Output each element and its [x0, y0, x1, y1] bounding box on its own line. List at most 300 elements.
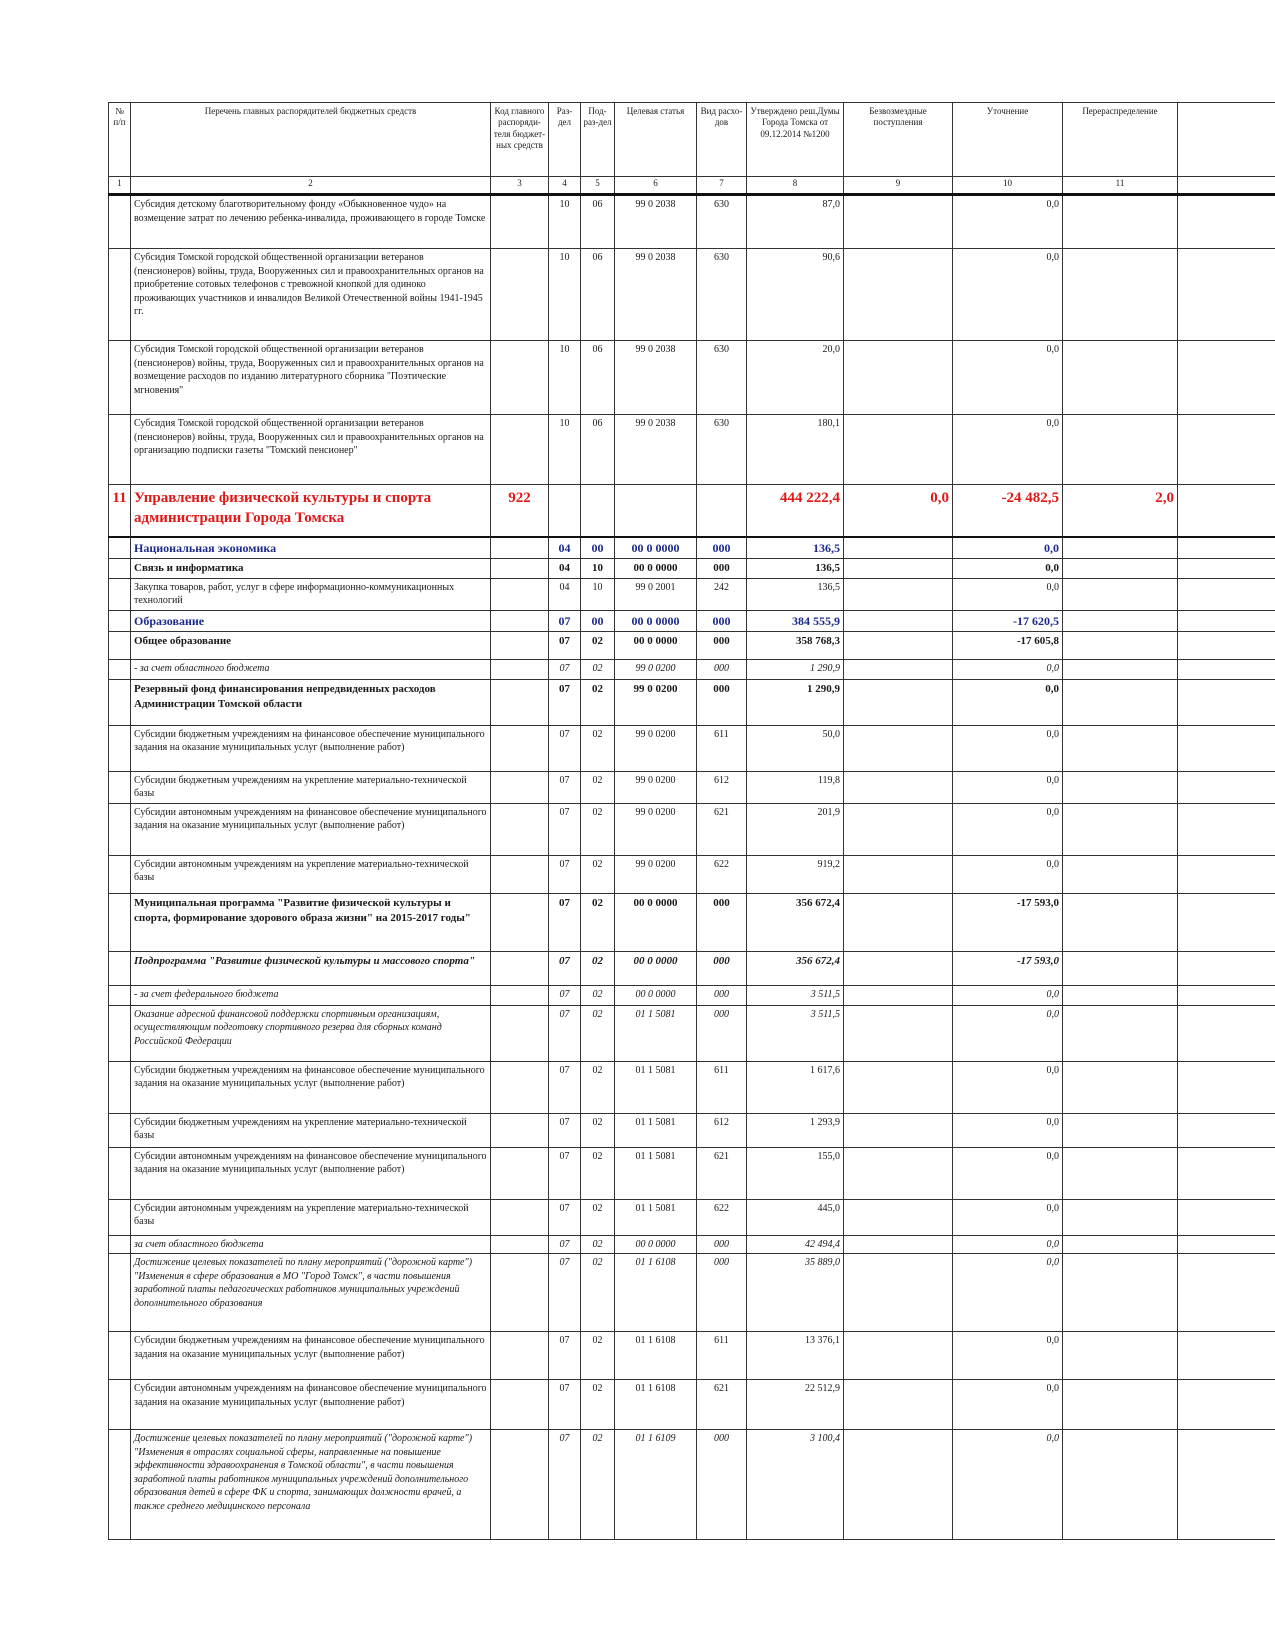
- podrazdel-cell: 06: [581, 249, 615, 341]
- podrazdel-cell: 02: [581, 985, 615, 1005]
- colnum-6: 6: [615, 177, 697, 195]
- item-name: Субсидия Томской городской общественной организации ветеранов (пенсионеров) войны, труда, Вооруженных сил и правоохранительных органов на приобретение сотовых телефонов с тревожной кнопкой для одиноко проживающих участников и инвалидов Великой Отечественной войны 1941-1945 гг.: [131, 249, 491, 341]
- utv-cell: 42 494,4: [747, 1235, 844, 1254]
- utv-cell: 35 889,0: [747, 1254, 844, 1332]
- item-name: Субсидии автономным учреждениям на финансовое обеспечение муниципального задания на оказание муниципальных услуг (выполнение работ): [131, 1147, 491, 1199]
- table-row: [109, 341, 1275, 415]
- perer-cell: [1063, 1332, 1178, 1380]
- vid-cell: 000: [697, 1005, 747, 1061]
- kod-cell: [491, 1005, 549, 1061]
- podrazdel-cell: 02: [581, 1254, 615, 1332]
- row-num: [109, 1254, 131, 1332]
- header-razdel: Раз-дел: [549, 103, 581, 177]
- kod-cell: [491, 855, 549, 893]
- row-num: [109, 803, 131, 855]
- bezv-cell: [844, 1005, 953, 1061]
- colnum-extra: [1178, 177, 1275, 195]
- razdel-cell: 07: [549, 893, 581, 951]
- perer-cell: [1063, 415, 1178, 485]
- podrazdel-cell: [581, 485, 615, 537]
- podrazdel-cell: 06: [581, 195, 615, 249]
- table-row: [109, 1061, 1275, 1113]
- vid-cell: 630: [697, 415, 747, 485]
- bezv-cell: 0,0: [844, 485, 953, 537]
- razdel-cell: 07: [549, 1332, 581, 1380]
- podrazdel-cell: 02: [581, 1199, 615, 1235]
- utoch-cell: 0,0: [953, 1147, 1063, 1199]
- razdel-cell: 07: [549, 1113, 581, 1147]
- perer-cell: [1063, 1061, 1178, 1113]
- bezv-cell: [844, 1147, 953, 1199]
- vid-cell: 000: [697, 610, 747, 631]
- extra-cell: [1178, 951, 1275, 985]
- header-utv: Утверждено реш.Думы Города Томска от 09.12.2014 №1200: [747, 103, 844, 177]
- colnum-5: 5: [581, 177, 615, 195]
- row-num: [109, 537, 131, 559]
- razdel-cell: 07: [549, 1199, 581, 1235]
- extra-cell: [1178, 893, 1275, 951]
- kod-cell: [491, 1380, 549, 1430]
- kod-cell: [491, 659, 549, 679]
- colnum-4: 4: [549, 177, 581, 195]
- razdel-cell: [549, 485, 581, 537]
- vid-cell: 000: [697, 951, 747, 985]
- kod-cell: [491, 578, 549, 610]
- kod-cell: [491, 558, 549, 578]
- utv-cell: 50,0: [747, 725, 844, 771]
- row-num: [109, 771, 131, 803]
- utv-cell: 3 100,4: [747, 1430, 844, 1540]
- extra-cell: [1178, 415, 1275, 485]
- vid-cell: 000: [697, 985, 747, 1005]
- kod-cell: [491, 951, 549, 985]
- razdel-cell: 07: [549, 985, 581, 1005]
- table-row: [109, 725, 1275, 771]
- vid-cell: 000: [697, 631, 747, 659]
- row-num: [109, 631, 131, 659]
- razdel-cell: 07: [549, 771, 581, 803]
- header-name: Перечень главных распорядителей бюджетных средств: [131, 103, 491, 177]
- table-row: [109, 659, 1275, 679]
- utoch-cell: 0,0: [953, 803, 1063, 855]
- kod-cell: [491, 893, 549, 951]
- vid-cell: 622: [697, 1199, 747, 1235]
- utv-cell: 136,5: [747, 558, 844, 578]
- utoch-cell: 0,0: [953, 1061, 1063, 1113]
- cel-cell: 01 1 6108: [615, 1380, 697, 1430]
- utv-cell: 3 511,5: [747, 985, 844, 1005]
- header-kod: Код главного распоряди-теля бюджет-ных средств: [491, 103, 549, 177]
- item-name: Общее образование: [131, 631, 491, 659]
- item-name: Субсидии бюджетным учреждениям на финансовое обеспечение муниципального задания на оказание муниципальных услуг (выполнение работ): [131, 1332, 491, 1380]
- utv-cell: 201,9: [747, 803, 844, 855]
- utoch-cell: 0,0: [953, 1199, 1063, 1235]
- utv-cell: 1 293,9: [747, 1113, 844, 1147]
- podrazdel-cell: 02: [581, 771, 615, 803]
- podrazdel-cell: 02: [581, 1332, 615, 1380]
- kod-cell: [491, 1332, 549, 1380]
- cel-cell: 00 0 0000: [615, 1235, 697, 1254]
- header-vid: Вид расхо-дов: [697, 103, 747, 177]
- cel-cell: [615, 485, 697, 537]
- utoch-cell: 0,0: [953, 659, 1063, 679]
- utv-cell: 1 290,9: [747, 679, 844, 725]
- utoch-cell: -24 482,5: [953, 485, 1063, 537]
- razdel-cell: 07: [549, 1254, 581, 1332]
- bezv-cell: [844, 1199, 953, 1235]
- item-name: Национальная экономика: [131, 537, 491, 559]
- razdel-cell: 04: [549, 537, 581, 559]
- perer-cell: [1063, 659, 1178, 679]
- row-num: [109, 1061, 131, 1113]
- podrazdel-cell: 02: [581, 1005, 615, 1061]
- perer-cell: [1063, 631, 1178, 659]
- row-num: [109, 195, 131, 249]
- extra-cell: [1178, 985, 1275, 1005]
- utoch-cell: 0,0: [953, 725, 1063, 771]
- utoch-cell: 0,0: [953, 1380, 1063, 1430]
- header-cel: Целевая статья: [615, 103, 697, 177]
- row-num: [109, 893, 131, 951]
- colnum-1: 1: [109, 177, 131, 195]
- podrazdel-cell: 02: [581, 679, 615, 725]
- bezv-cell: [844, 1332, 953, 1380]
- perer-cell: [1063, 537, 1178, 559]
- utoch-cell: 0,0: [953, 1005, 1063, 1061]
- razdel-cell: 07: [549, 1380, 581, 1430]
- cel-cell: 01 1 5081: [615, 1113, 697, 1147]
- perer-cell: [1063, 725, 1178, 771]
- colnum-7: 7: [697, 177, 747, 195]
- utv-cell: 444 222,4: [747, 485, 844, 537]
- podrazdel-cell: 02: [581, 1235, 615, 1254]
- podrazdel-cell: 02: [581, 1380, 615, 1430]
- utv-cell: 384 555,9: [747, 610, 844, 631]
- utoch-cell: 0,0: [953, 558, 1063, 578]
- extra-cell: [1178, 1147, 1275, 1199]
- item-name: за счет областного бюджета: [131, 1235, 491, 1254]
- kod-cell: [491, 610, 549, 631]
- bezv-cell: [844, 341, 953, 415]
- bezv-cell: [844, 1430, 953, 1540]
- header-podrazdel: Под-раз-дел: [581, 103, 615, 177]
- utv-cell: 180,1: [747, 415, 844, 485]
- row-num: [109, 659, 131, 679]
- table-row: [109, 610, 1275, 631]
- utoch-cell: 0,0: [953, 578, 1063, 610]
- cel-cell: 99 0 0200: [615, 679, 697, 725]
- bezv-cell: [844, 415, 953, 485]
- podrazdel-cell: 02: [581, 893, 615, 951]
- colnum-10: 10: [953, 177, 1063, 195]
- extra-cell: [1178, 679, 1275, 725]
- utoch-cell: 0,0: [953, 1254, 1063, 1332]
- podrazdel-cell: 02: [581, 855, 615, 893]
- cel-cell: 99 0 0200: [615, 855, 697, 893]
- perer-cell: [1063, 1235, 1178, 1254]
- razdel-cell: 07: [549, 659, 581, 679]
- vid-cell: [697, 485, 747, 537]
- table-row: [109, 1113, 1275, 1147]
- table-row: [109, 1332, 1275, 1380]
- kod-cell: [491, 725, 549, 771]
- utv-cell: 356 672,4: [747, 951, 844, 985]
- perer-cell: [1063, 1113, 1178, 1147]
- item-name: Субсидии автономным учреждениям на укрепление материально-технической базы: [131, 855, 491, 893]
- razdel-cell: 07: [549, 679, 581, 725]
- row-num: [109, 1380, 131, 1430]
- podrazdel-cell: 00: [581, 537, 615, 559]
- bezv-cell: [844, 578, 953, 610]
- colnum-9: 9: [844, 177, 953, 195]
- extra-cell: [1178, 855, 1275, 893]
- item-name: Подпрограмма "Развитие физической культуры и массового спорта": [131, 951, 491, 985]
- podrazdel-cell: 02: [581, 725, 615, 771]
- extra-cell: [1178, 1380, 1275, 1430]
- cel-cell: 00 0 0000: [615, 537, 697, 559]
- cel-cell: 01 1 6109: [615, 1430, 697, 1540]
- kod-cell: [491, 195, 549, 249]
- perer-cell: [1063, 341, 1178, 415]
- perer-cell: [1063, 1199, 1178, 1235]
- cel-cell: 00 0 0000: [615, 985, 697, 1005]
- cel-cell: 99 0 0200: [615, 803, 697, 855]
- kod-cell: [491, 985, 549, 1005]
- item-name: Субсидии автономным учреждениям на финансовое обеспечение муниципального задания на оказание муниципальных услуг (выполнение работ): [131, 803, 491, 855]
- razdel-cell: 10: [549, 249, 581, 341]
- table-row: [109, 1235, 1275, 1254]
- utoch-cell: 0,0: [953, 1430, 1063, 1540]
- utoch-cell: 0,0: [953, 771, 1063, 803]
- header-utoch: Уточнение: [953, 103, 1063, 177]
- razdel-cell: 07: [549, 1235, 581, 1254]
- utv-cell: 356 672,4: [747, 893, 844, 951]
- bezv-cell: [844, 1254, 953, 1332]
- cel-cell: 00 0 0000: [615, 893, 697, 951]
- extra-cell: [1178, 537, 1275, 559]
- extra-cell: [1178, 195, 1275, 249]
- vid-cell: 612: [697, 771, 747, 803]
- podrazdel-cell: 02: [581, 1147, 615, 1199]
- row-num: [109, 985, 131, 1005]
- utoch-cell: 0,0: [953, 415, 1063, 485]
- kod-cell: [491, 415, 549, 485]
- item-name: Оказание адресной финансовой поддержки спортивным организациям, осуществляющим подготовку спортивного резерва для сборных команд Российской Федерации: [131, 1005, 491, 1061]
- perer-cell: [1063, 951, 1178, 985]
- cel-cell: 99 0 2038: [615, 249, 697, 341]
- cel-cell: 00 0 0000: [615, 558, 697, 578]
- bezv-cell: [844, 951, 953, 985]
- razdel-cell: 07: [549, 803, 581, 855]
- perer-cell: [1063, 1380, 1178, 1430]
- utoch-cell: -17 593,0: [953, 951, 1063, 985]
- row-num: [109, 610, 131, 631]
- vid-cell: 000: [697, 659, 747, 679]
- vid-cell: 611: [697, 1061, 747, 1113]
- utoch-cell: 0,0: [953, 537, 1063, 559]
- item-name: Достижение целевых показателей по плану мероприятий ("дорожной карте") "Изменения в отраслях социальной сферы, направленные на повышение эффективности здравоохранения в Томской области", в части повышения заработной платы работников муниципальных учреждений дополнительного образования детей в сфере ФК и спорта, занимающих должности врачей, а также среднего медицинского персонала: [131, 1430, 491, 1540]
- extra-cell: [1178, 631, 1275, 659]
- utoch-cell: 0,0: [953, 195, 1063, 249]
- utv-cell: 3 511,5: [747, 1005, 844, 1061]
- perer-cell: [1063, 195, 1178, 249]
- table-row: [109, 985, 1275, 1005]
- extra-cell: [1178, 1199, 1275, 1235]
- perer-cell: [1063, 855, 1178, 893]
- row-num: [109, 1199, 131, 1235]
- vid-cell: 000: [697, 1430, 747, 1540]
- extra-cell: [1178, 1430, 1275, 1540]
- table-row: [109, 803, 1275, 855]
- kod-cell: [491, 679, 549, 725]
- extra-cell: [1178, 1005, 1275, 1061]
- vid-cell: 000: [697, 679, 747, 725]
- extra-cell: [1178, 558, 1275, 578]
- table-row: [109, 893, 1275, 951]
- row-num: [109, 558, 131, 578]
- cel-cell: 99 0 0200: [615, 725, 697, 771]
- extra-cell: [1178, 803, 1275, 855]
- bezv-cell: [844, 893, 953, 951]
- cel-cell: 01 1 5081: [615, 1061, 697, 1113]
- utv-cell: 136,5: [747, 537, 844, 559]
- row-num: [109, 725, 131, 771]
- header-num: № п/п: [109, 103, 131, 177]
- row-num: [109, 855, 131, 893]
- row-num: [109, 1113, 131, 1147]
- table-row: [109, 537, 1275, 559]
- row-num: [109, 1235, 131, 1254]
- colnum-11: 11: [1063, 177, 1178, 195]
- item-name: Закупка товаров, работ, услуг в сфере информационно-коммуникационных технологий: [131, 578, 491, 610]
- kod-cell: [491, 631, 549, 659]
- extra-cell: [1178, 771, 1275, 803]
- kod-cell: [491, 1061, 549, 1113]
- perer-cell: [1063, 985, 1178, 1005]
- utoch-cell: 0,0: [953, 249, 1063, 341]
- utv-cell: 358 768,3: [747, 631, 844, 659]
- razdel-cell: 04: [549, 578, 581, 610]
- cel-cell: 99 0 0200: [615, 771, 697, 803]
- razdel-cell: 07: [549, 1005, 581, 1061]
- podrazdel-cell: 02: [581, 1113, 615, 1147]
- bezv-cell: [844, 725, 953, 771]
- row-num: [109, 1332, 131, 1380]
- podrazdel-cell: 02: [581, 1430, 615, 1540]
- extra-cell: [1178, 1254, 1275, 1332]
- extra-cell: [1178, 485, 1275, 537]
- table-row: [109, 195, 1275, 249]
- cel-cell: 99 0 2038: [615, 341, 697, 415]
- vid-cell: 621: [697, 803, 747, 855]
- extra-cell: [1178, 249, 1275, 341]
- podrazdel-cell: 02: [581, 631, 615, 659]
- bezv-cell: [844, 855, 953, 893]
- bezv-cell: [844, 1113, 953, 1147]
- extra-cell: [1178, 1332, 1275, 1380]
- extra-cell: [1178, 659, 1275, 679]
- utv-cell: 1 617,6: [747, 1061, 844, 1113]
- utoch-cell: 0,0: [953, 1235, 1063, 1254]
- kod-cell: [491, 1235, 549, 1254]
- row-num: [109, 679, 131, 725]
- table-row: [109, 771, 1275, 803]
- vid-cell: 621: [697, 1147, 747, 1199]
- kod-cell: [491, 1147, 549, 1199]
- kod-cell: [491, 1430, 549, 1540]
- kod-cell: [491, 249, 549, 341]
- kod-cell: [491, 1199, 549, 1235]
- budget-body: [109, 195, 1275, 1540]
- bezv-cell: [844, 558, 953, 578]
- row-num: [109, 1147, 131, 1199]
- kod-cell: 922: [491, 485, 549, 537]
- podrazdel-cell: 02: [581, 803, 615, 855]
- bezv-cell: [844, 195, 953, 249]
- item-name: Субсидии бюджетным учреждениям на укрепление материально-технической базы: [131, 1113, 491, 1147]
- vid-cell: 630: [697, 249, 747, 341]
- utv-cell: 155,0: [747, 1147, 844, 1199]
- podrazdel-cell: 06: [581, 341, 615, 415]
- row-num: [109, 1005, 131, 1061]
- item-name: Достижение целевых показателей по плану мероприятий ("дорожной карте") "Изменения в сфере образования в МО "Город Томск", в части повышения заработной платы педагогических работников муниципальных учреждений дополнительного образования: [131, 1254, 491, 1332]
- row-num: [109, 578, 131, 610]
- header-bezv: Безвозмездные поступления: [844, 103, 953, 177]
- table-row: [109, 485, 1275, 537]
- item-name: - за счет областного бюджета: [131, 659, 491, 679]
- item-name: Образование: [131, 610, 491, 631]
- vid-cell: 611: [697, 725, 747, 771]
- perer-cell: [1063, 249, 1178, 341]
- razdel-cell: 07: [549, 1147, 581, 1199]
- header-perer: Перераспределение: [1063, 103, 1178, 177]
- bezv-cell: [844, 610, 953, 631]
- item-name: Субсидии бюджетным учреждениям на укрепление материально-технической базы: [131, 771, 491, 803]
- table-row: [109, 1380, 1275, 1430]
- budget-table: [108, 102, 1275, 1540]
- cel-cell: 99 0 2001: [615, 578, 697, 610]
- table-row: [109, 578, 1275, 610]
- row-num: [109, 415, 131, 485]
- item-name: Субсидии автономным учреждениям на финансовое обеспечение муниципального задания на оказание муниципальных услуг (выполнение работ): [131, 1380, 491, 1430]
- utv-cell: 1 290,9: [747, 659, 844, 679]
- utoch-cell: 0,0: [953, 985, 1063, 1005]
- cel-cell: 01 1 5081: [615, 1199, 697, 1235]
- perer-cell: [1063, 893, 1178, 951]
- table-row: [109, 1254, 1275, 1332]
- utoch-cell: 0,0: [953, 1332, 1063, 1380]
- perer-cell: [1063, 1005, 1178, 1061]
- utoch-cell: -17 620,5: [953, 610, 1063, 631]
- bezv-cell: [844, 803, 953, 855]
- perer-cell: [1063, 610, 1178, 631]
- utv-cell: 20,0: [747, 341, 844, 415]
- kod-cell: [491, 537, 549, 559]
- cel-cell: 00 0 0000: [615, 610, 697, 631]
- cel-cell: 00 0 0000: [615, 951, 697, 985]
- razdel-cell: 07: [549, 951, 581, 985]
- utoch-cell: 0,0: [953, 855, 1063, 893]
- kod-cell: [491, 1254, 549, 1332]
- bezv-cell: [844, 631, 953, 659]
- cel-cell: 01 1 5081: [615, 1005, 697, 1061]
- utv-cell: 22 512,9: [747, 1380, 844, 1430]
- podrazdel-cell: 10: [581, 578, 615, 610]
- razdel-cell: 04: [549, 558, 581, 578]
- bezv-cell: [844, 659, 953, 679]
- row-num: [109, 249, 131, 341]
- utoch-cell: -17 605,8: [953, 631, 1063, 659]
